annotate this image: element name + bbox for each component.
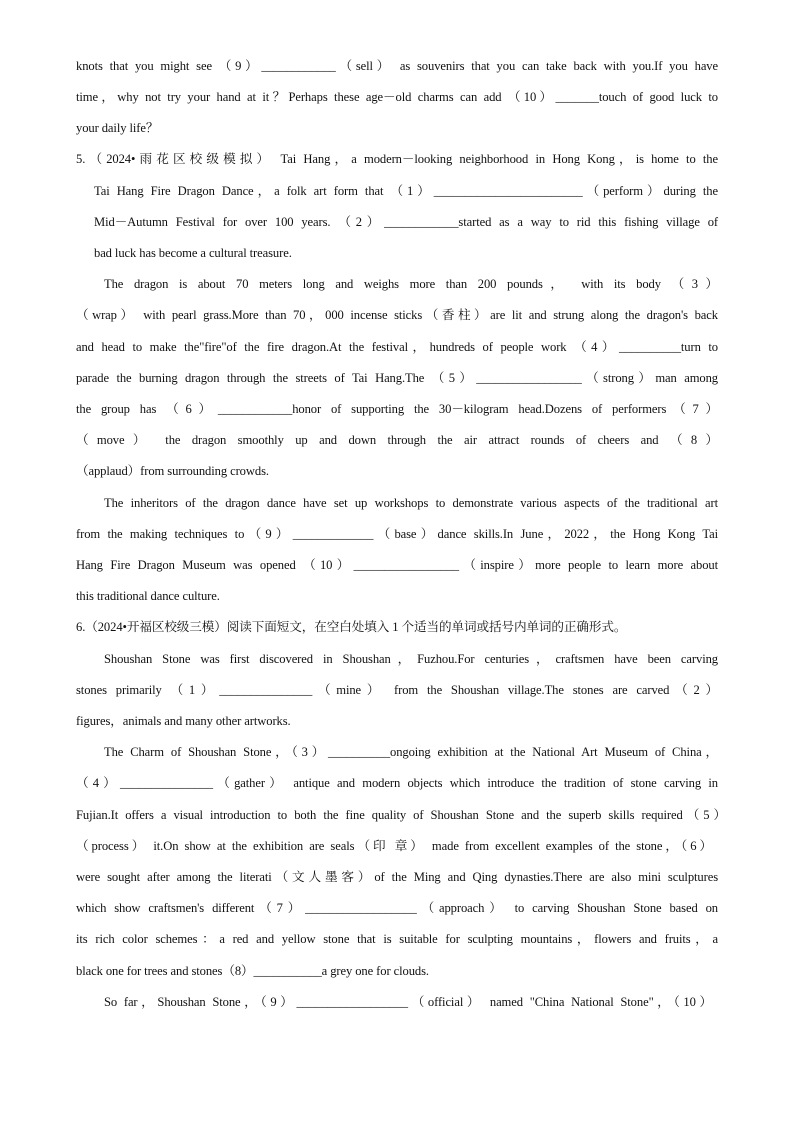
- text-line: stones primarily （1）_______________（mine） from the Shoushan village.The stones are carved（2）: [76, 683, 718, 697]
- text-line: the group has （6）____________honor of supporting the 30－kilogram head.Dozens of performers（7）: [76, 402, 718, 416]
- text-line: So far，Shoushan Stone，（9）__________________（official） named "China National Stone"，（10）: [104, 995, 712, 1009]
- text-line: time，why not try your hand at it？Perhaps these age－old charms can add （10）_______touch of good luck to: [76, 90, 718, 104]
- text-line: The Charm of Shoushan Stone，（3）__________ongoing exhibition at the National Art Museum of China，: [104, 745, 718, 759]
- text-line: （move） the dragon smoothly up and down through the air attract rounds of cheers and （8）: [76, 433, 718, 447]
- question-6-heading: 6.（2024•开福区校级三模）阅读下面短文，在空白处填入 1 个适当的单词或括号内单词的正确形式。: [76, 620, 627, 634]
- text-line: （4）_______________（gather） antique and modern objects which introduce the tradition of stone carving in: [76, 776, 718, 790]
- text-line: Fujian.It offers a visual introduction to both the fine quality of Shoushan Stone and the superb skills required（5）: [76, 808, 726, 822]
- text-line: knots that you might see （9）____________（sell） as souvenirs that you can take back with you.If you have: [76, 59, 718, 73]
- text-line: this traditional dance culture.: [76, 589, 220, 603]
- text-line: The inheritors of the dragon dance have set up workshops to demonstrate various aspects of the traditional art: [104, 496, 718, 510]
- text-line: The dragon is about 70 meters long and weighs more than 200 pounds， with its body （3）: [104, 277, 718, 291]
- text-line: Hang Fire Dragon Museum was opened （10）_________________（inspire）more people to learn more about: [76, 558, 718, 572]
- text-line: its rich color schemes：a red and yellow stone that is suitable for sculpting mountains，flowers and fruits，a: [76, 932, 718, 946]
- text-line: （applaud）from surrounding crowds.: [76, 464, 269, 478]
- text-line: parade the burning dragon through the streets of Tai Hang.The （5）_________________（strong）man among: [76, 371, 718, 385]
- text-line: （wrap） with pearl grass.More than 70，000 incense sticks（香柱）are lit and strung along the dragon's back: [76, 308, 718, 322]
- text-line: black one for trees and stones（8）___________a grey one for clouds.: [76, 964, 429, 978]
- text-line: figures，animals and many other artworks.: [76, 714, 291, 728]
- text-line: were sought after among the literati（文人墨客）of the Ming and Qing dynasties.There are also mini sculptures: [76, 870, 718, 884]
- text-line: your daily life？: [76, 121, 159, 135]
- text-line: which show craftsmen's different（7）__________________（approach） to carving Shoushan Stone based on: [76, 901, 718, 915]
- text-line: Shoushan Stone was first discovered in Shoushan，Fuzhou.For centuries，craftsmen have been carving: [104, 652, 718, 666]
- text-line: bad luck has become a cultural treasure.: [94, 246, 292, 260]
- text-line: （process） it.On show at the exhibition are seals（印 章） made from excellent examples of the stone，（6）: [76, 839, 712, 853]
- text-line: Mid－Autumn Festival for over 100 years. （2）____________started as a way to rid this fishing village of: [94, 215, 718, 229]
- text-line: and head to make the"fire"of the fire dragon.At the festival，hundreds of people work （4）__________turn to: [76, 340, 718, 354]
- text-line: Tai Hang Fire Dragon Dance，a folk art form that （1）________________________（perform）during the: [94, 184, 718, 198]
- question-5-heading: 5.（2024•雨花区校级模拟） Tai Hang，a modern－looking neighborhood in Hong Kong，is home to the: [76, 152, 718, 166]
- text-line: from the making techniques to（9）_____________（base）dance skills.In June，2022，the Hong Kong Tai: [76, 527, 718, 541]
